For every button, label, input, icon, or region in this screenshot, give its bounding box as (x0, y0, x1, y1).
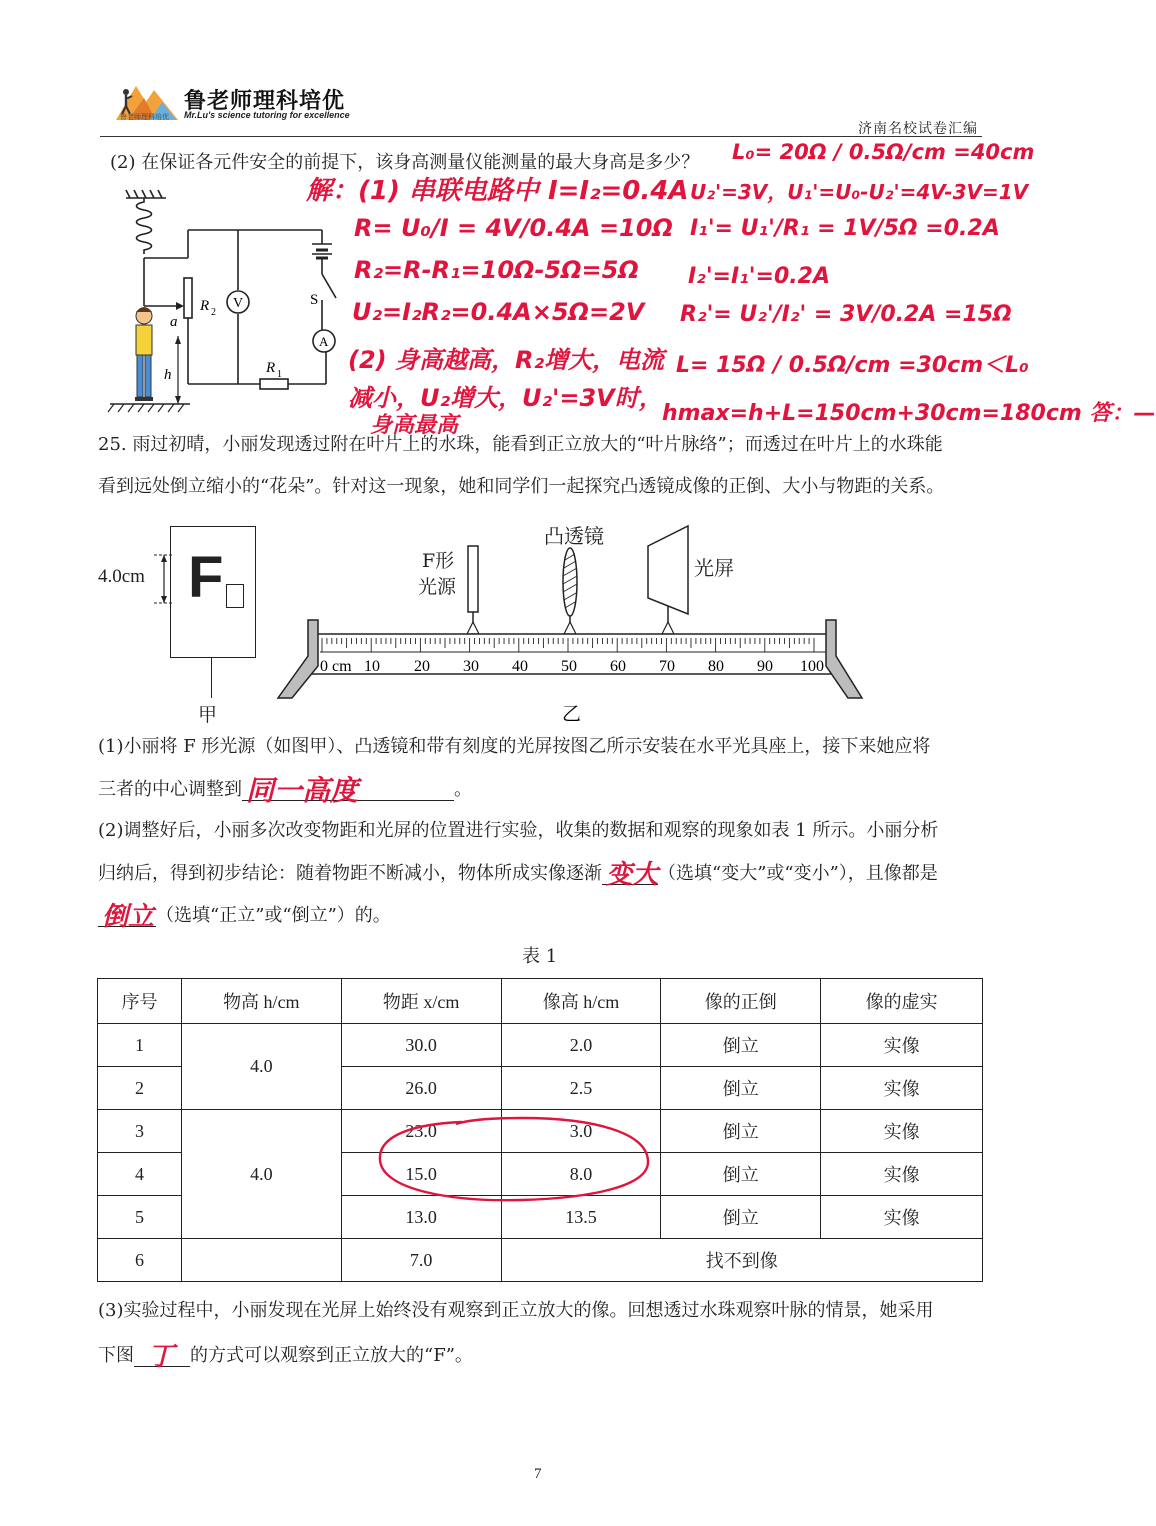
orientation-cell: 倒立 (661, 1067, 821, 1110)
answer-blank-4[interactable] (134, 1342, 190, 1372)
object-distance-cell: 30.0 (341, 1024, 501, 1067)
ruler-label-50: 50 (561, 658, 577, 675)
object-distance-cell: 15.0 (341, 1153, 501, 1196)
object-height-cell-empty (181, 1239, 341, 1282)
hw-right-line-4: I₂'=I₁'=0.2A (688, 264, 830, 289)
ruler-label-90: 90 (757, 658, 773, 675)
voltmeter-label: V (233, 296, 244, 311)
row-number-cell: 2 (98, 1067, 182, 1110)
q25-intro-line-2: 看到远处倒立缩小的“花朵”。针对这一现象，她和同学们一起探究凸透镜成像的正倒、大小与物距的关系。 (98, 476, 945, 497)
q25-p2-line-2-post: （选填“变大”或“变小”），且像都是 (658, 863, 938, 884)
r1-subscript: 1 (277, 369, 282, 380)
answer-4-handwriting: 丁 (148, 1342, 175, 1372)
orientation-cell: 倒立 (661, 1024, 821, 1067)
header-cell: 物距 x/cm (341, 979, 501, 1024)
row-number-cell: 4 (98, 1153, 182, 1196)
image-height-cell: 13.5 (501, 1196, 661, 1239)
q25-p3-line-2-pre: 下图 (98, 1345, 134, 1366)
hw-left-line-2: R= U₀/I = 4V/0.4A =10Ω (354, 214, 673, 242)
hw-left-line-5: (2) 身高越高，R₂增大，电流 (348, 346, 664, 374)
q25-p2-line-3-post: （选填“正立”或“倒立”）的。 (156, 905, 391, 926)
header-cell: 像高 h/cm (501, 979, 661, 1024)
row-number-cell: 3 (98, 1110, 182, 1153)
hw-right-line-7: hmax=h+L=150cm+30cm=180cm 答：— (662, 401, 1156, 426)
q25-p1-line-1: (1)小丽将 F 形光源（如图甲）、凸透镜和带有刻度的光屏按图乙所示安装在水平光具座上，接下来她应将 (98, 736, 931, 757)
hw-right-line-3: I₁'= U₁'/R₁ = 1V/5Ω =0.2A (690, 216, 1000, 241)
object-height-cell: 4.0 (181, 1110, 341, 1239)
ruler-label-40: 40 (512, 658, 528, 675)
logo-small-text: 鲁老师理科培优 (120, 114, 169, 121)
image-height-cell: 3.0 (501, 1110, 661, 1153)
small-square (226, 584, 244, 608)
row-number-cell: 5 (98, 1196, 182, 1239)
optical-bench (278, 516, 868, 728)
nature-cell: 实像 (821, 1110, 983, 1153)
object-distance-cell: 13.0 (341, 1196, 501, 1239)
header-right-title: 济南名校试卷汇编 (858, 121, 978, 137)
ruler-label-60: 60 (610, 658, 626, 675)
table-caption: 表 1 (522, 946, 558, 967)
q25-p2-line-2-pre: 归纳后，得到初步结论：随着物距不断减小，物体所成实像逐渐 (98, 863, 602, 884)
q25-p1-line-2-post: 。 (454, 779, 472, 800)
header-cell: 像的正倒 (661, 979, 821, 1024)
object-distance-cell: 23.0 (341, 1110, 501, 1153)
hw-right-line-1: L₀= 20Ω / 0.5Ω/cm =40cm (732, 140, 1035, 164)
logo-subtitle: Mr.Lu's science tutoring for excellence (184, 110, 350, 120)
handwritten-circle-annotation (372, 1112, 658, 1208)
answer-2-handwriting: 变大 (606, 860, 659, 890)
q25-p2-line-1: (2)调整好后，小丽多次改变物距和光屏的位置进行实验，收集的数据和观察的现象如表 1 所示。小丽分析 (98, 820, 939, 841)
q25-p2-line-3 (98, 902, 391, 932)
q25-p3-line-2 (98, 1342, 473, 1372)
ruler-label-10: 10 (364, 658, 380, 675)
hw-left-line-7: 身高最高 (370, 413, 459, 438)
answer-blank-1[interactable] (242, 774, 454, 807)
switch-label: S (310, 292, 319, 308)
hw-left-line-3: R₂=R-R₁=10Ω-5Ω=5Ω (354, 256, 639, 284)
person-figure-icon (135, 307, 153, 401)
hw-left-line-6: 减小，U₂增大，U₂'=3V时， (348, 384, 663, 412)
image-height-cell: 2.0 (501, 1024, 661, 1067)
q24-part2-text: (2) 在保证各元件安全的前提下，该身高测量仪能测量的最大身高是多少？ (110, 152, 700, 173)
height-4cm-label: 4.0cm (98, 566, 145, 587)
ruler-label-70: 70 (659, 658, 675, 675)
height-meter-circuit-diagram (100, 186, 360, 422)
slider-a-label: a (170, 314, 178, 330)
nature-cell: 实像 (821, 1153, 983, 1196)
header-rule (100, 136, 982, 137)
r1-label: R (266, 360, 276, 376)
ruler-label-20: 20 (414, 658, 430, 675)
lens-label: 凸透镜 (544, 524, 604, 548)
row-number-cell: 6 (98, 1239, 182, 1282)
hw-right-line-5: R₂'= U₂'/I₂' = 3V/0.2A =15Ω (680, 302, 1012, 327)
figure-jia (98, 526, 278, 726)
table-row (98, 1024, 983, 1067)
q25-p2-line-2 (98, 860, 938, 890)
q25-p3-line-1: (3)实验过程中，小丽发现在光屏上始终没有观察到正立放大的像。回想透过水珠观察叶脉的情景，她采用 (98, 1300, 934, 1321)
page-header (100, 70, 982, 140)
orientation-cell: 倒立 (661, 1110, 821, 1153)
page-number: 7 (534, 1466, 542, 1482)
answer-blank-3[interactable] (98, 902, 156, 932)
r2-label: R (200, 298, 210, 314)
header-cell: 物高 h/cm (181, 979, 341, 1024)
f-source-label-2: 光源 (418, 576, 457, 598)
nature-cell: 实像 (821, 1024, 983, 1067)
ruler-label-80: 80 (708, 658, 724, 675)
q25-p1-line-2-pre: 三者的中心调整到 (98, 779, 242, 800)
ruler-label-30: 30 (463, 658, 479, 675)
screen-label: 光屏 (694, 556, 734, 580)
row-number-cell: 1 (98, 1024, 182, 1067)
object-distance-cell: 7.0 (341, 1239, 501, 1282)
no-image-cell: 找不到像 (501, 1239, 982, 1282)
hw-right-line-2: U₂'=3V，U₁'=U₀-U₂'=4V-3V=1V (690, 180, 1029, 204)
nature-cell: 实像 (821, 1196, 983, 1239)
q25-p1-line-2 (98, 774, 472, 807)
f-source-label-1: F形 (422, 550, 455, 572)
ruler-label-0: 0 cm (320, 658, 352, 675)
figure-yi (278, 516, 868, 728)
header-cell: 像的虚实 (821, 979, 983, 1024)
logo-title: 鲁老师理科培优 (184, 88, 346, 113)
hw-left-line-4: U₂=I₂R₂=0.4A×5Ω=2V (352, 298, 645, 326)
ruler-label-100: 100 (800, 658, 824, 675)
q25-intro-line-1: 25. 雨过初晴，小丽发现透过附在叶片上的水珠，能看到正立放大的“叶片脉络”；而透过在叶片上的水珠能 (98, 434, 943, 455)
table-header-row (98, 979, 983, 1024)
fig-yi-caption: 乙 (562, 703, 582, 725)
object-distance-cell: 26.0 (341, 1067, 501, 1110)
orientation-cell: 倒立 (661, 1196, 821, 1239)
image-height-cell: 8.0 (501, 1153, 661, 1196)
hw-right-line-6: L= 15Ω / 0.5Ω/cm =30cm＜L₀ (676, 353, 1029, 378)
f-letter: F (188, 545, 224, 610)
header-cell: 序号 (98, 979, 182, 1024)
orientation-cell: 倒立 (661, 1153, 821, 1196)
image-height-cell: 2.5 (501, 1067, 661, 1110)
nature-cell: 实像 (821, 1067, 983, 1110)
table-row (98, 1239, 983, 1282)
answer-1-handwriting: 同一高度 (246, 774, 359, 807)
r2-subscript: 2 (211, 307, 216, 318)
q25-p3-line-2-post: 的方式可以观察到正立放大的“F”。 (190, 1345, 473, 1366)
answer-blank-2[interactable] (602, 860, 659, 890)
hw-left-line-1: 解：(1) 串联电路中 I=I₂=0.4A (306, 176, 689, 206)
ammeter-label: A (319, 334, 329, 349)
board-stand (211, 658, 212, 698)
object-height-cell: 4.0 (181, 1024, 341, 1110)
height-h-label: h (164, 367, 172, 383)
fig-jia-caption: 甲 (198, 704, 218, 726)
answer-3-handwriting: 倒立 (102, 902, 155, 932)
